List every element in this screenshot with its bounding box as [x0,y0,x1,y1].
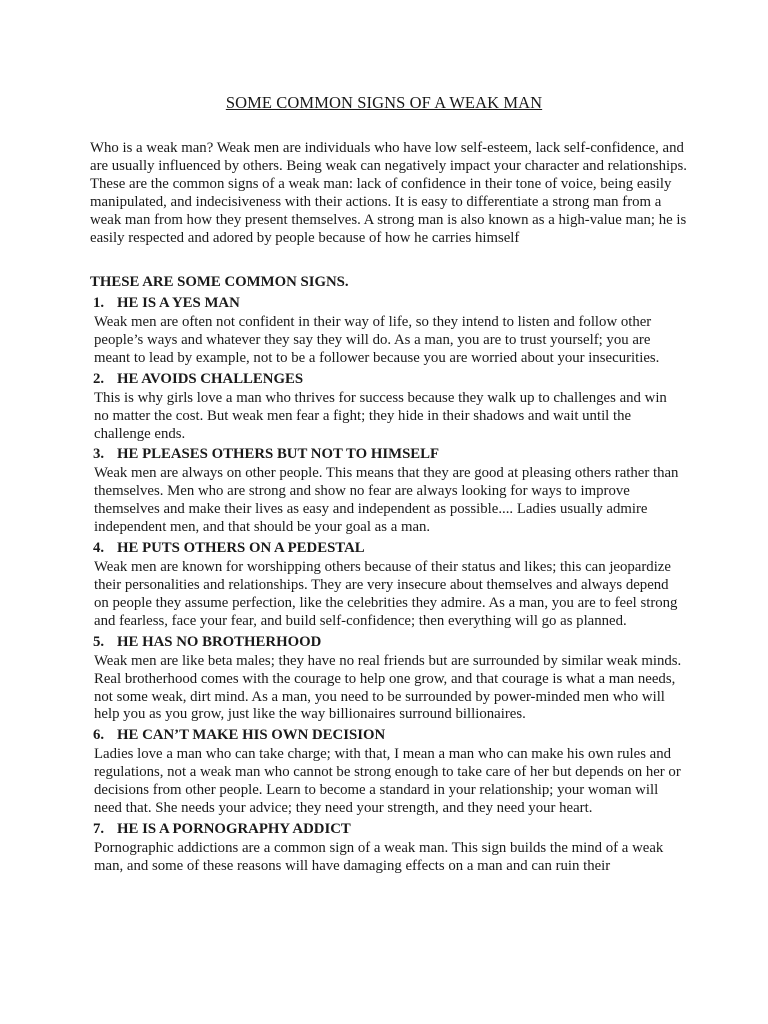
sign-item [90,369,690,444]
sign-body: Weak men are known for worshipping others because of their status and likes; this can jeopardize their personalities and relationships. They are very insecure about themselves and always depend on people they assume perfection, like the celebrities they admire. As a man, you are to feel strong and fearless, face your fear, and build self-confidence; then everything will go as planned. [94,559,678,629]
sign-item [90,538,690,631]
sign-title: HE PLEASES OTHERS BUT NOT TO HIMSELF [117,446,440,463]
sign-body: Pornographic addictions are a common sign of a weak man. This sign builds the mind of a weak man, and some of these reasons will have damaging effects on a man and can ruin their [94,839,664,874]
sign-title: HE AVOIDS CHALLENGES [117,370,304,387]
sign-item [90,632,690,725]
sign-item [90,293,690,368]
sign-number: 2. [93,370,105,387]
intro-paragraph: Who is a weak man? Weak men are individuals who have low self-esteem, lack self-confidence, and are usually influenced by others. Being weak can negatively impact your character and relationships. These are the common signs of a weak man: lack of confidence in their tone of voice, being easily manipulated, and indecisiveness with their actions. It is easy to differentiate a strong man from a weak man from how they present themselves. A strong man is also known as a high-value man; he is easily respected and adored by people because of how he carries himself [90,140,687,247]
sign-heading [90,632,690,652]
sign-title: HE HAS NO BROTHERHOOD [117,633,322,650]
sign-body: Weak men are often not confident in their way of life, so they intend to listen and follow other people’s ways and whatever they say they will do. As a man, you are to trust yourself; you are meant to lead by example, not to be a follower because you are worried about your insecurities. [94,314,660,366]
sign-body: Weak men are like beta males; they have no real friends but are surrounded by similar weak minds. Real brotherhood comes with the courage to help one grow, and that courage is what a man needs, not some weak, dirt mind. As a man, you need to be surrounded by power-minded men who will help you as you grow, just like the way billionaires surround billionaires. [94,652,682,723]
sign-heading [90,293,690,313]
sign-title: HE IS A PORNOGRAPHY ADDICT [117,820,351,837]
sign-body: This is why girls love a man who thrives for success because they walk up to challenges and win no matter the cost. But weak men fear a fight; they hide in their shadows and wait until the challenge ends. [94,389,667,442]
signs-section [90,272,690,877]
document-title: SOME COMMON SIGNS OF A WEAK MAN [225,93,543,112]
sign-body: Ladies love a man who can take charge; with that, I mean a man who can make his own rules and regulations, not a weak man who cannot be strong enough to take care of her but depends on her or decisions from other people. Learn to become a standard in your relationship; your woman will need that. She needs your advice; they need your strength, and they need your heart. [94,746,681,817]
sign-number: 7. [93,820,105,837]
sign-title: HE CAN’T MAKE HIS OWN DECISION [117,727,386,744]
sign-number: 6. [93,727,105,744]
sign-heading [90,538,690,558]
sign-heading [90,819,690,839]
sign-item [90,725,690,818]
sign-number: 4. [93,540,105,557]
sign-heading [90,369,690,389]
sign-title: HE IS A YES MAN [117,295,240,311]
signs-heading: THESE ARE SOME COMMON SIGNS. [90,274,349,290]
sign-number: 3. [93,446,105,463]
sign-heading [90,725,690,745]
sign-body: Weak men are always on other people. This means that they are good at pleasing others rather than themselves. Men who are strong and show no fear are always looking for ways to improve themselves and make their lives as easy and independent as possible.... Ladies usually admire independent men, and that should be your goal as a man. [94,465,679,536]
sign-heading [90,444,690,464]
sign-number: 5. [93,633,105,650]
sign-title: HE PUTS OTHERS ON A PEDESTAL [117,540,365,557]
sign-item [90,819,690,876]
sign-item [90,444,690,537]
sign-number: 1. [93,295,105,311]
